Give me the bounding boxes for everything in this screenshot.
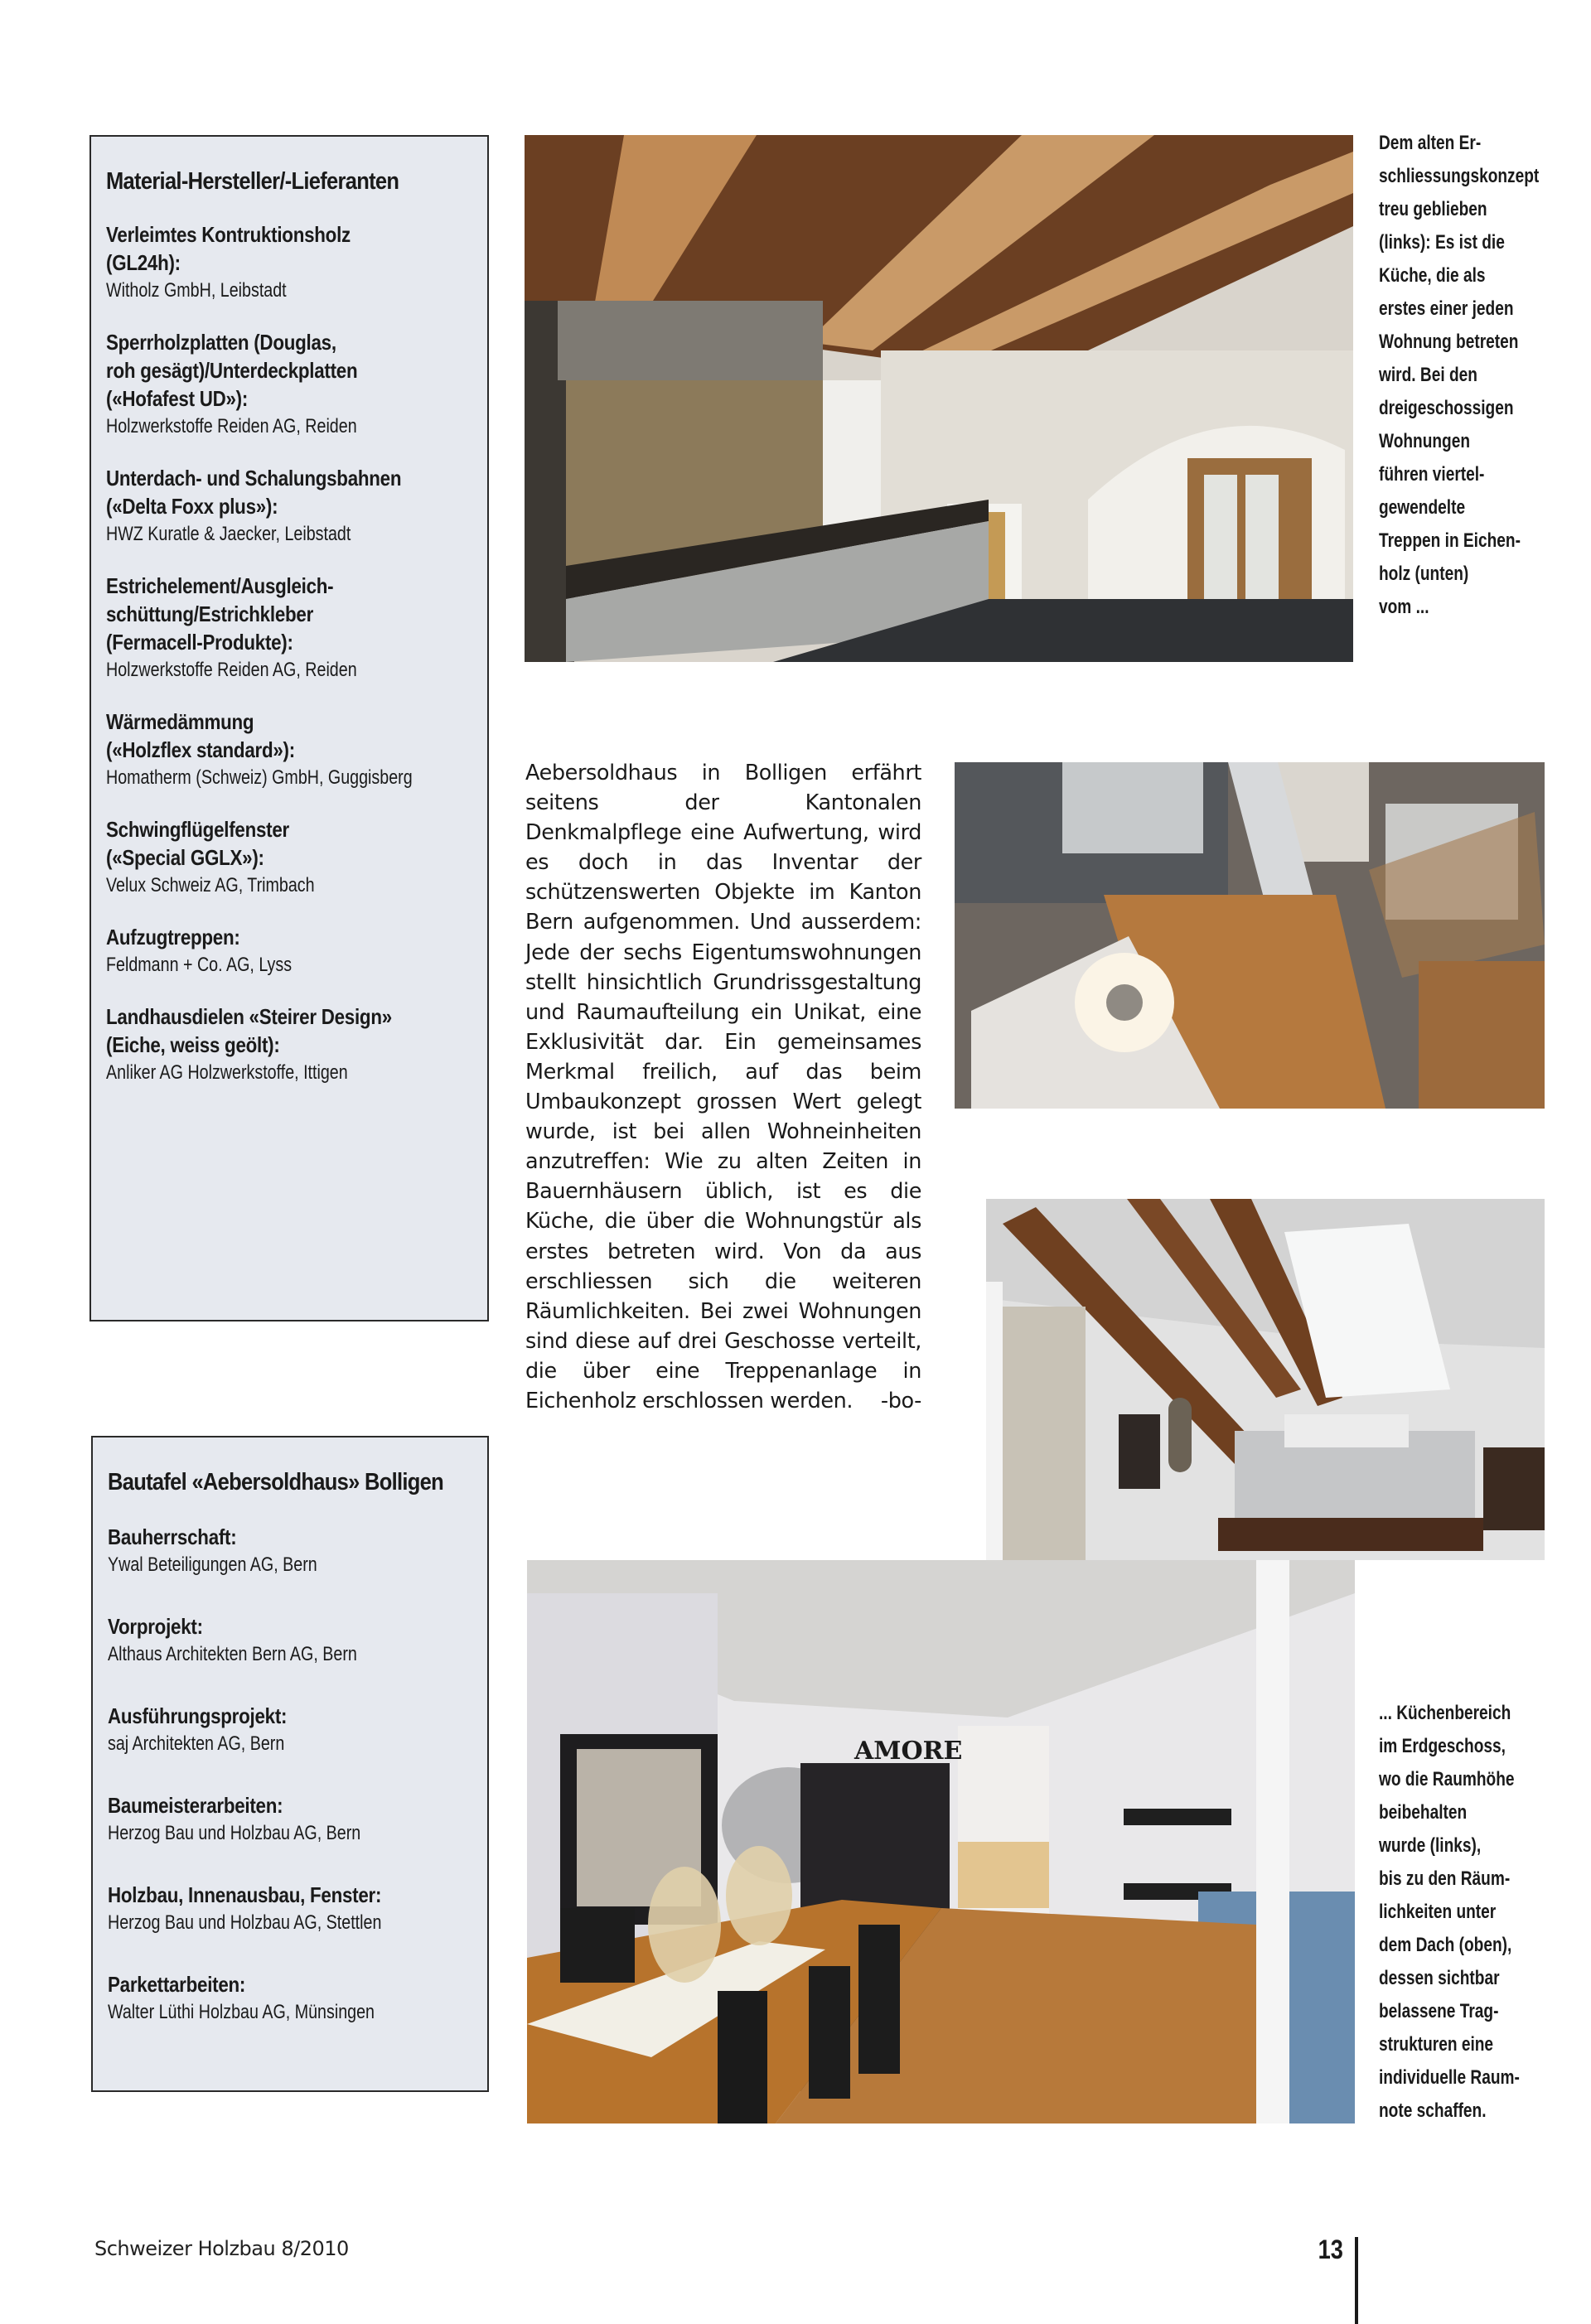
- entry-label: Wärmedämmung («Holzflex standard»):: [106, 709, 295, 762]
- list-item: [108, 1791, 471, 1848]
- bautafel-box-title: Bautafel «Aebersoldhaus» Bolligen: [108, 1469, 444, 1495]
- entry-label: Vorprojekt:: [108, 1614, 203, 1639]
- materials-box-title: Material-Hersteller/-Lieferanten: [106, 168, 399, 195]
- caption-top: Dem alten Er- schliessungskonzept treu geblieben (links): Es ist die Küche, die als erstes einer jeden Wohnung betreten wird. Bei den dreigeschossigen Wohnungen führen viertel- gewendelte Treppen in Eichen- holz (unten) vom ...: [1379, 132, 1540, 618]
- list-item: [106, 572, 471, 684]
- bedroom-photo-illustration: [986, 1199, 1545, 1560]
- entry-value: Althaus Architekten Bern AG, Bern: [108, 1643, 357, 1665]
- entry-value: Holzwerkstoffe Reiden AG, Reiden: [106, 415, 357, 437]
- list-item: [106, 220, 471, 305]
- list-item: [108, 1523, 471, 1579]
- entry-label: Baumeisterarbeiten:: [108, 1793, 283, 1818]
- entry-label: Parkettarbeiten:: [108, 1972, 246, 1997]
- page-number: 13: [1318, 2235, 1343, 2264]
- list-item: [106, 708, 471, 792]
- entry-value: Anliker AG Holzwerkstoffe, Ittigen: [106, 1061, 348, 1084]
- entry-label: Unterdach- und Schalungsbahnen («Delta Foxx plus»):: [106, 466, 402, 519]
- entry-value: Ywal Beteiligungen AG, Bern: [108, 1553, 317, 1576]
- list-item: [108, 1702, 471, 1758]
- photo-dining-kitchen: [527, 1560, 1355, 2123]
- list-item: [106, 923, 471, 979]
- list-item: [106, 1003, 471, 1087]
- publication-footer: Schweizer Holzbau 8/2010: [94, 2237, 349, 2260]
- photo-kitchen-ground-floor: [525, 135, 1353, 662]
- page-rule: [1355, 2237, 1358, 2324]
- list-item: [108, 1970, 471, 2027]
- list-item: [106, 328, 471, 441]
- list-item: [106, 815, 471, 900]
- entry-value: Walter Lüthi Holzbau AG, Münsingen: [108, 2001, 375, 2023]
- list-item: [108, 1612, 471, 1669]
- list-item: [108, 1881, 471, 1937]
- entry-label: Aufzugtreppen:: [106, 925, 240, 949]
- entry-label: Ausführungsprojekt:: [108, 1703, 288, 1728]
- entry-label: Estrichelement/Ausgleich- schüttung/Estrichkleber (Fermacell-Produkte):: [106, 573, 334, 655]
- entry-value: Holzwerkstoffe Reiden AG, Reiden: [106, 659, 357, 681]
- article-body-text: Aebersoldhaus in Bolligen erfährt seitens der Kantonalen Denkmalpflege eine Aufwertung, wird es doch in das Inventar der schützenswerten Objekte im Kanton Bern aufgenommen. Und ausserdem: Jede der sechs Eigentumswohnungen stellt hinsichtlich Grundrissgestaltung und Raumaufteilung ein Unikat, eine Exklusivität dar. Ein gemeinsames Merkmal freilich, auf das beim Umbaukonzept grossen Wert gelegt wurde, ist bei allen Wohneinheiten anzutreffen: Wie zu alten Zeiten in Bauernhäusern üblich, ist es die Küche, die über die Wohnungstür als erstes betreten wird. Von da aus erschliessen sich die weiteren Räumlichkeiten. Bei zwei Wohnungen sind diese auf drei Geschosse verteilt, die über eine Treppenanlage in Eichenholz erschlossen werden.: [525, 761, 921, 1413]
- entry-value: Herzog Bau und Holzbau AG, Stettlen: [108, 1911, 382, 1934]
- bautafel-entries: [108, 1523, 471, 2027]
- kitchen-photo-illustration: [525, 135, 1353, 662]
- photo-staircase-from-above: [955, 762, 1545, 1109]
- entry-value: Homatherm (Schweiz) GmbH, Guggisberg: [106, 766, 413, 789]
- article-body: [525, 758, 921, 1416]
- article-byline: -bo-: [880, 1388, 921, 1413]
- entry-value: Feldmann + Co. AG, Lyss: [106, 954, 293, 976]
- materials-entries: [106, 220, 471, 1087]
- entry-value: saj Architekten AG, Bern: [108, 1732, 285, 1755]
- list-item: [106, 464, 471, 548]
- amore-sign: AMORE: [854, 1737, 963, 1766]
- entry-label: Landhausdielen «Steirer Design» (Eiche, weiss geölt):: [106, 1004, 392, 1057]
- entry-label: Sperrholzplatten (Douglas, roh gesägt)/Unterdeckplatten («Hofafest UD»):: [106, 330, 358, 411]
- entry-value: Witholz GmbH, Leibstadt: [106, 279, 287, 302]
- entry-value: Velux Schweiz AG, Trimbach: [106, 874, 315, 896]
- photo-attic-bedroom: [986, 1199, 1545, 1560]
- entry-value: Herzog Bau und Holzbau AG, Bern: [108, 1822, 361, 1844]
- staircase-photo-illustration: [955, 762, 1545, 1109]
- materials-box: [89, 135, 489, 1321]
- entry-label: Verleimtes Kontruktionsholz (GL24h):: [106, 222, 351, 275]
- entry-value: HWZ Kuratle & Jaecker, Leibstadt: [106, 523, 351, 545]
- entry-label: Holzbau, Innenausbau, Fenster:: [108, 1882, 382, 1907]
- dining-photo-illustration: [527, 1560, 1355, 2123]
- entry-label: Schwingflügelfenster («Special GGLX»):: [106, 817, 289, 870]
- caption-bottom: ... Küchenbereich im Erdgeschoss, wo die Raumhöhe beibehalten wurde (links), bis zu den Räum- lichkeiten unter dem Dach (oben), dessen sichtbar belassene Trag- strukturen eine individuelle Raum- note schaffen.: [1379, 1702, 1520, 2122]
- entry-label: Bauherrschaft:: [108, 1524, 237, 1549]
- bautafel-box: [91, 1436, 489, 2092]
